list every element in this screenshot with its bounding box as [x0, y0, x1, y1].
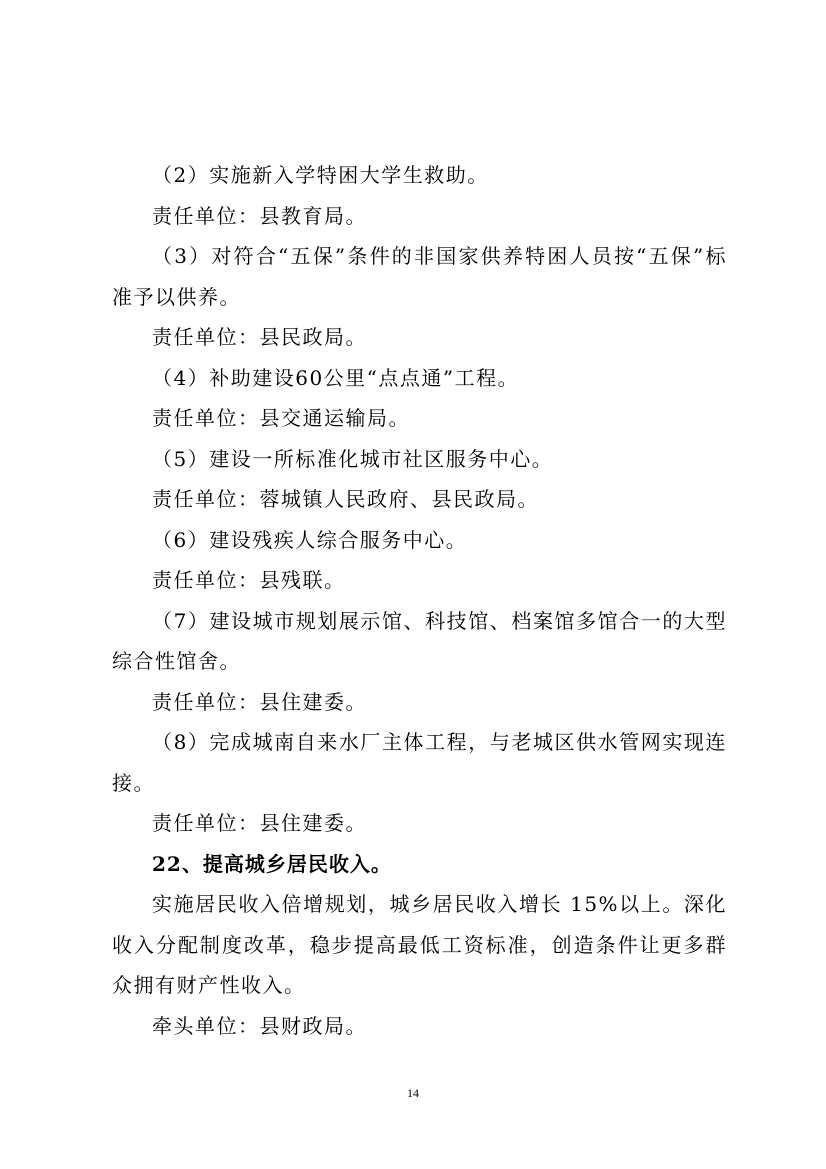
list-item: （5）建设一所标准化城市社区服务中心。: [152, 446, 554, 471]
section-heading: 22、提高城乡居民收入。: [152, 851, 392, 876]
list-item: （4）补助建设60公里“点点通”工程。: [152, 365, 520, 390]
list-item: （8）完成城南自来水厂主体工程，与老城区供水管网实现连接。: [112, 730, 727, 795]
responsible-unit: 责任单位：县住建委。: [152, 811, 367, 835]
document-body: [112, 155, 727, 1046]
responsible-unit: 责任单位：县教育局。: [152, 203, 367, 228]
responsible-unit: 责任单位：县民政局。: [152, 325, 367, 349]
responsible-unit: 责任单位：县交通运输局。: [152, 406, 410, 430]
responsible-unit: 责任单位：蓉城镇人民政府、县民政局。: [152, 487, 539, 511]
section-paragraph: 实施居民收入倍增规划，城乡居民收入增长 15%以上。深化收入分配制度改革，稳步提高最低工资标准，创造条件让更多群众拥有财产性收入。: [112, 892, 727, 997]
page-number: 14: [407, 1086, 419, 1100]
list-item: （7）建设城市规划展示馆、科技馆、档案馆多馆合一的大型综合性馆舍。: [112, 608, 727, 673]
list-item: （3）对符合“五保”条件的非国家供养特困人员按“五保”标准予以供养。: [112, 244, 727, 309]
responsible-unit: 责任单位：县残联。: [152, 568, 346, 592]
list-item: （2）实施新入学特困大学生救助。: [152, 163, 489, 187]
responsible-unit: 责任单位：县住建委。: [152, 689, 367, 714]
list-item: （6）建设残疾人综合服务中心。: [152, 527, 468, 552]
lead-unit: 牵头单位：县财政局。: [152, 1013, 367, 1038]
